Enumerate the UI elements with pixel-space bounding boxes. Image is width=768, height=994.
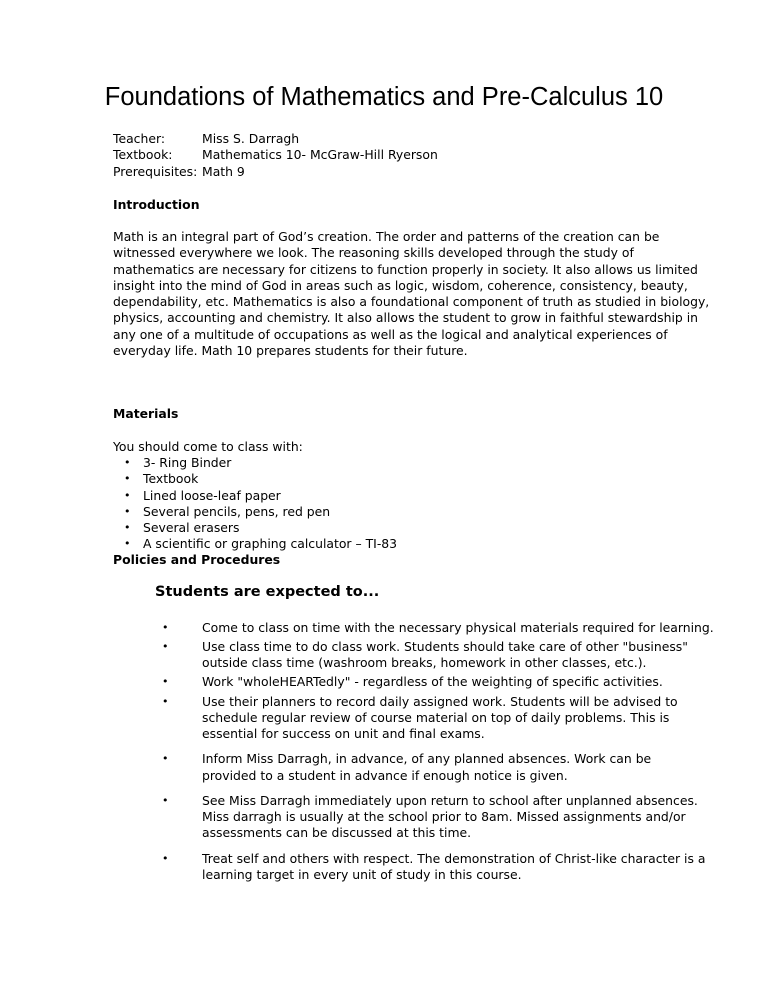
textbook-row [113, 147, 438, 163]
list-item [160, 851, 714, 884]
expectation-line: outside class time (washroom breaks, homework in other classes, etc.). [202, 655, 647, 671]
introduction-heading: Introduction [113, 197, 200, 212]
material-item: Textbook [143, 471, 199, 487]
textbook-label: Textbook: [113, 147, 173, 163]
expectations-list [160, 620, 714, 892]
introduction-line: everyday life. Math 10 prepares students for their future. [113, 343, 468, 359]
course-info [113, 131, 438, 180]
bullet-icon: • [124, 488, 131, 502]
list-item [160, 620, 714, 636]
expectation-line: Come to class on time with the necessary physical materials required for learning. [202, 620, 714, 635]
expectation-line: Work "wholeHEARTedly" - regardless of the weighting of specific activities. [202, 674, 663, 690]
list-item [113, 488, 397, 504]
introduction-line: mathematics are necessary for citizens to function properly in society. It also allows us limited [113, 261, 698, 277]
material-item: 3- Ring Binder [143, 455, 232, 470]
expectation-line: Inform Miss Darragh, in advance, of any planned absences. Work can be [202, 751, 652, 767]
material-item: A scientific or graphing calculator – TI-83 [143, 536, 398, 552]
bullet-icon: • [162, 640, 169, 654]
introduction-line: witnessed everywhere we look. The reasoning skills developed through the study of [113, 245, 634, 261]
expectation-line: schedule regular review of course material on top of daily problems. This is [202, 709, 670, 725]
expectation-line: provided to a student in advance if enough notice is given. [202, 767, 568, 783]
policies-heading: Policies and Procedures [113, 552, 281, 567]
introduction-line: any one of a multitude of occupations as well as the logical and analytical experiences of [113, 326, 668, 342]
bullet-icon: • [162, 694, 169, 708]
introduction-line: physics, accounting and chemistry. It also allows the student to grow in faithful stewardship in [113, 310, 698, 326]
list-item [113, 520, 397, 536]
bullet-icon: • [124, 537, 131, 551]
list-item [113, 536, 397, 552]
expectation-line: Use their planners to record daily assigned work. Students will be advised to [202, 693, 678, 709]
list-item [113, 471, 397, 487]
materials-intro: You should come to class with: [113, 439, 303, 454]
list-item [160, 751, 714, 784]
list-item [160, 674, 714, 690]
bullet-icon: • [124, 504, 131, 518]
materials-list [113, 455, 397, 553]
teacher-label: Teacher: [113, 131, 166, 146]
list-item [113, 455, 397, 471]
bullet-icon: • [162, 851, 169, 865]
bullet-icon: • [162, 621, 169, 634]
teacher-row [113, 131, 438, 147]
prerequisites-row [113, 164, 438, 180]
expectation-line: Treat self and others with respect. The demonstration of Christ-like character is a [202, 850, 706, 866]
material-item: Several erasers [143, 520, 240, 536]
teacher-value: Miss S. Darragh [202, 131, 300, 146]
introduction-line: dependability, etc. Mathematics is also a foundational component of truth as studied in biology, [113, 294, 710, 310]
introduction-paragraph [113, 229, 710, 359]
materials-heading: Materials [113, 406, 179, 421]
bullet-icon: • [124, 456, 131, 469]
expectation-line: essential for success on unit and final exams. [202, 726, 485, 742]
expectation-line: Use class time to do class work. Students should take care of other "business" [202, 639, 688, 655]
bullet-icon: • [162, 675, 169, 689]
prerequisites-value: Math 9 [202, 163, 245, 179]
policies-subheading: Students are expected to... [155, 584, 380, 600]
list-item [160, 639, 714, 672]
bullet-icon: • [162, 793, 169, 807]
list-item [113, 504, 397, 520]
introduction-line: insight into the mind of God in areas such as logic, wisdom, coherence, consistency, beauty, [113, 277, 688, 293]
document-title: Foundations of Mathematics and Pre-Calculus 10 [104, 83, 664, 111]
expectation-line: assessments can be discussed at this time. [202, 825, 472, 841]
expectation-line: learning target in every unit of study in this course. [202, 866, 522, 882]
list-item [160, 793, 714, 842]
material-item: Several pencils, pens, red pen [143, 503, 331, 519]
textbook-value: Mathematics 10- McGraw-Hill Ryerson [202, 147, 438, 163]
material-item: Lined loose-leaf paper [143, 487, 281, 503]
prerequisites-label: Prerequisites: [113, 163, 198, 179]
bullet-icon: • [124, 472, 131, 486]
expectation-line: See Miss Darragh immediately upon return to school after unplanned absences. [202, 792, 698, 808]
bullet-icon: • [124, 521, 131, 535]
bullet-icon: • [162, 752, 169, 766]
list-item [160, 694, 714, 743]
expectation-line: Miss darragh is usually at the school prior to 8am. Missed assignments and/or [202, 809, 686, 825]
introduction-line: Math is an integral part of God’s creation. The order and patterns of the creation can be [113, 229, 660, 244]
